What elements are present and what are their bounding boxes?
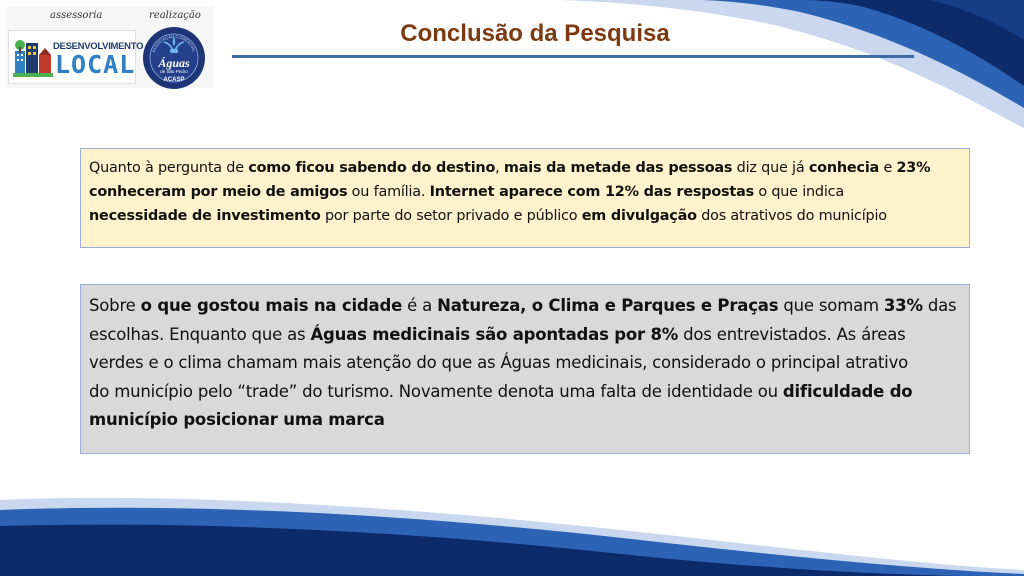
text-run: que somam: [778, 296, 884, 315]
box1-line: [89, 156, 961, 180]
bold-text-run: necessidade de investimento: [89, 208, 321, 224]
text-run: é a: [402, 296, 438, 315]
text-run: e: [879, 160, 897, 176]
bold-text-run: município posicionar uma marca: [89, 410, 385, 429]
acasp-ring-text: ASSOCIAÇÃO COMERCIAL: [150, 33, 197, 54]
text-run: escolhas. Enquanto que as: [89, 324, 311, 344]
text-run: dos atrativos do município: [696, 208, 887, 224]
acasp-sao-pedro: de São Pedro: [160, 69, 188, 74]
bold-text-run: conheceram por meio de amigos: [89, 184, 348, 200]
bold-text-run: 33%: [883, 296, 923, 315]
text-run: ou família.: [347, 184, 430, 200]
text-run: Quanto à pergunta de: [89, 160, 249, 176]
bold-text-run: como ficou sabendo do destino: [248, 160, 496, 176]
text-run: verdes e o clima chamam mais atenção do que as Águas medicinais, considerado o principal atrativo: [89, 353, 909, 372]
box2-line: [89, 349, 961, 378]
acasp-logo: [142, 26, 206, 90]
acasp-aguas: Águas: [158, 56, 190, 70]
text-run: dos entrevistados. As áreas: [678, 324, 906, 344]
bold-text-run: mais da metade das pessoas: [503, 160, 733, 176]
logo-text-desenvolvimento: DESENVOLVIMENTO: [53, 41, 144, 52]
text-box-destination: [80, 148, 970, 248]
text-run: das: [922, 296, 957, 315]
text-run: por parte do setor privado e público: [320, 208, 582, 224]
bold-text-run: Águas medicinais são apontadas por 8%: [310, 324, 679, 344]
bold-text-run: 23%: [896, 160, 931, 176]
text-run: diz que já: [732, 160, 809, 176]
bold-text-run: o que gostou mais na cidade: [140, 296, 403, 315]
bold-text-run: em divulgação: [581, 208, 697, 224]
caption-assessoria: assessoria: [50, 10, 103, 21]
bold-text-run: conhecia: [808, 160, 880, 176]
text-run: o que indica: [753, 184, 844, 200]
logo-text-local: LOCAL: [55, 50, 136, 79]
box2-line: [89, 292, 961, 321]
text-run: Sobre: [89, 296, 141, 315]
logo-area: [6, 6, 214, 88]
town-buildings-icon: [13, 37, 53, 77]
bold-text-run: Internet aparece com 12% das respostas: [429, 184, 754, 200]
title-underline: [232, 55, 914, 58]
page-title: Conclusão da Pesquisa: [400, 20, 670, 47]
text-box-preferences: [80, 284, 970, 454]
box2-line: [89, 321, 961, 350]
box1-line: [89, 180, 961, 204]
bold-text-run: Natureza, o Clima e Parques e Praças: [437, 296, 779, 315]
caption-realizacao: realização: [149, 10, 201, 21]
box1-line: [89, 204, 961, 228]
bold-text-run: dificuldade do: [782, 381, 913, 401]
box2-line: [89, 378, 961, 407]
text-run: do município pelo “trade” do turismo. Novamente denota uma falta de identidade ou: [89, 381, 783, 401]
text-run: ,: [495, 160, 504, 176]
box2-line: [89, 406, 961, 435]
desenvolvimento-local-logo: [8, 30, 144, 84]
acasp-acronym: ACASP: [163, 77, 185, 83]
